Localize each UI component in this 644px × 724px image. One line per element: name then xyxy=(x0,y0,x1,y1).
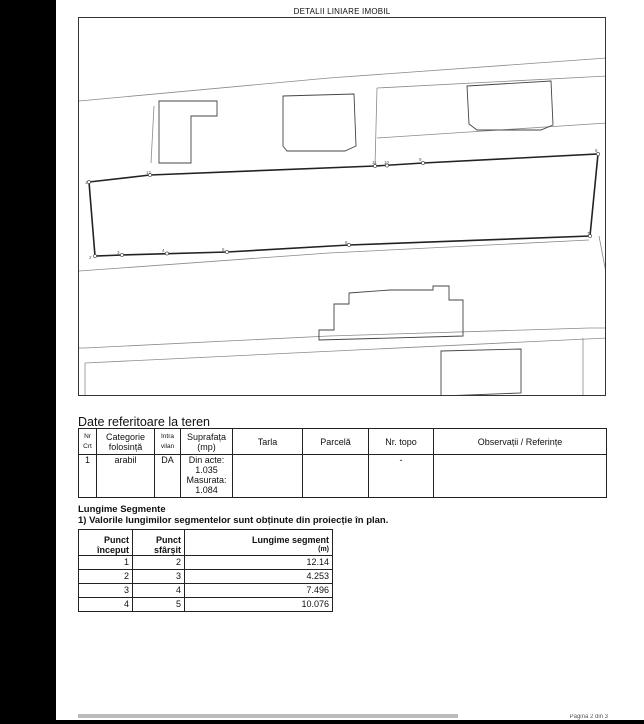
cell-nr: 1 xyxy=(79,455,97,498)
col-nr-topo: Nr. topo xyxy=(369,429,434,455)
col-observatii: Observații / Referințe xyxy=(434,429,607,455)
point-label: 7 xyxy=(587,231,590,236)
point-label: 1 xyxy=(85,180,88,185)
col-punct-inceput: Punct început xyxy=(79,530,133,556)
col-lungime xyxy=(185,530,333,556)
point-label: 9 xyxy=(419,157,422,162)
col-suprafata: Suprafața (mp) xyxy=(181,429,233,455)
point-label: 8 xyxy=(595,148,598,153)
col-punct-sfarsit: Punct sfârșit xyxy=(133,530,185,556)
table-row xyxy=(79,556,333,570)
lungime-header-label: Lungime segment xyxy=(251,535,329,545)
cell-start: 1 xyxy=(79,556,133,570)
parcel-boundary xyxy=(89,154,598,256)
cell-end: 3 xyxy=(133,570,185,584)
masurata-value: 1.084 xyxy=(195,485,218,495)
segments-note: 1) Valorile lungimilor segmentelor sunt obținute din proiecție în plan. xyxy=(78,515,389,526)
table-row xyxy=(79,584,333,598)
col-parcela: Parcelă xyxy=(303,429,369,455)
cell-categorie: arabil xyxy=(97,455,155,498)
table-row xyxy=(79,455,607,498)
cell-end: 5 xyxy=(133,598,185,612)
din-acte-label: Din acte: xyxy=(188,455,225,465)
cell-nr-topo: - xyxy=(369,455,434,498)
cell-start: 2 xyxy=(79,570,133,584)
parcel-data-table xyxy=(78,428,607,498)
point-label: 10 xyxy=(384,160,390,165)
col-categorie: Categorie folosință xyxy=(97,429,155,455)
cell-intravilan: DA xyxy=(155,455,181,498)
point-label: 5 xyxy=(222,247,225,252)
cell-length: 10.076 xyxy=(185,598,333,612)
table-row xyxy=(79,598,333,612)
cell-tarla xyxy=(233,455,303,498)
plan-title: DETALII LINIARE IMOBIL xyxy=(293,7,391,16)
plan-drawing xyxy=(79,18,606,396)
lungime-unit: (m) xyxy=(318,546,329,553)
cell-start: 4 xyxy=(79,598,133,612)
parcel-plan xyxy=(78,17,606,396)
point-label: 4 xyxy=(162,248,165,253)
cell-parcela xyxy=(303,455,369,498)
neighbour-lines xyxy=(79,58,606,396)
footer-text-blur xyxy=(78,714,458,718)
segments-table xyxy=(78,529,333,612)
parcel-vertices xyxy=(87,152,599,257)
point-label: 3 xyxy=(117,250,120,255)
point-label: 6 xyxy=(345,240,348,245)
cell-start: 3 xyxy=(79,584,133,598)
ref-section-title: Date referitoare la teren xyxy=(78,415,211,429)
cell-end: 4 xyxy=(133,584,185,598)
cell-end: 2 xyxy=(133,556,185,570)
segments-title: Lungime Segmente xyxy=(78,504,166,515)
col-nr-crt: Nr Crt xyxy=(79,429,97,455)
cell-suprafata xyxy=(181,455,233,498)
cell-observatii xyxy=(434,455,607,498)
point-label: 11 xyxy=(372,160,377,165)
buildings xyxy=(159,81,553,396)
point-label: 2 xyxy=(89,255,92,260)
cell-length: 12.14 xyxy=(185,556,333,570)
page-footer xyxy=(78,714,618,724)
col-tarla: Tarla xyxy=(233,429,303,455)
table-row xyxy=(79,570,333,584)
din-acte-value: 1.035 xyxy=(195,465,218,475)
col-intravilan: Intra vilan xyxy=(155,429,181,455)
page-number: Pagina 2 din 3 xyxy=(569,714,608,720)
cell-length: 7.496 xyxy=(185,584,333,598)
point-label: 12 xyxy=(146,170,152,175)
document-page xyxy=(56,0,644,720)
cell-length: 4.253 xyxy=(185,570,333,584)
masurata-label: Masurata: xyxy=(186,475,227,485)
